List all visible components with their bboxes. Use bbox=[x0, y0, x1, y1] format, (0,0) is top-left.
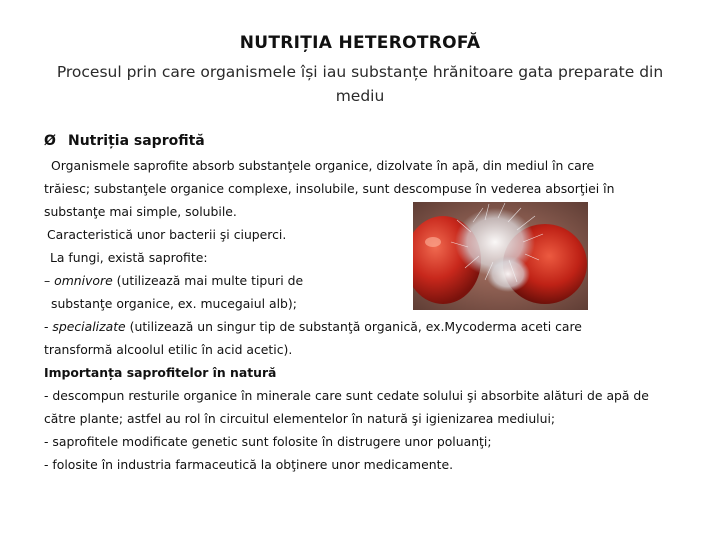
tomato-highlight bbox=[425, 237, 441, 247]
moldy-tomatoes-illustration bbox=[413, 202, 588, 310]
specialized-description: (utilizează un singur tip de substanţă organică, ex.Mycoderma aceti care bbox=[125, 319, 582, 334]
dash-prefix: – bbox=[44, 273, 55, 288]
page-subtitle: Procesul prin care organismele își iau substanțe hrănitoare gata preparate din mediu bbox=[56, 63, 664, 105]
omnivore-term: omnivore bbox=[54, 273, 113, 288]
body-line: La fungi, există saprofite: bbox=[50, 250, 208, 265]
body-line bbox=[44, 269, 684, 292]
body-line: către plante; astfel au rol în circuitul elementelor în natură şi igienizarea mediului; bbox=[44, 411, 556, 426]
body-line: Caracteristică unor bacterii şi ciuperci. bbox=[47, 227, 287, 242]
body-line: Organismele saprofite absorb substanţele organice, dizolvate în apă, din mediul în care bbox=[51, 158, 595, 173]
page-title: NUTRIȚIA HETEROTROFĂ bbox=[239, 33, 481, 53]
mold-patch-small bbox=[486, 256, 530, 292]
body-line: substanţe mai simple, solubile. bbox=[44, 204, 237, 219]
section-heading bbox=[44, 133, 205, 149]
dash-prefix: - bbox=[44, 319, 53, 334]
body-line: - descompun resturile organice în minerale care sunt cedate solului şi absorbite alături de apă de bbox=[44, 388, 649, 403]
specialized-term: specializate bbox=[52, 319, 126, 334]
body-line: transformă alcoolul etilic în acid acetic). bbox=[44, 342, 293, 357]
body-line: substanţe organice, ex. mucegaiul alb); bbox=[51, 296, 297, 311]
importance-heading: Importanța saprofitelor în natură bbox=[44, 365, 277, 380]
body-line: trăiesc; substanţele organice complexe, insolubile, sunt descompuse în vederea absorţiei în bbox=[44, 181, 615, 196]
omnivore-description: (utilizează mai multe tipuri de bbox=[112, 273, 304, 288]
moldy-tomatoes-photo bbox=[413, 202, 588, 310]
body-line: - saprofitele modificate genetic sunt folosite în distrugere unor poluanţi; bbox=[44, 434, 492, 449]
body-text bbox=[44, 154, 684, 476]
arrow-bullet-icon: Ø bbox=[44, 133, 56, 149]
section-heading-text: Nutriția saprofită bbox=[68, 133, 205, 149]
body-line bbox=[44, 315, 684, 338]
body-line: - folosite în industria farmaceutică la obţinere unor medicamente. bbox=[44, 457, 454, 472]
